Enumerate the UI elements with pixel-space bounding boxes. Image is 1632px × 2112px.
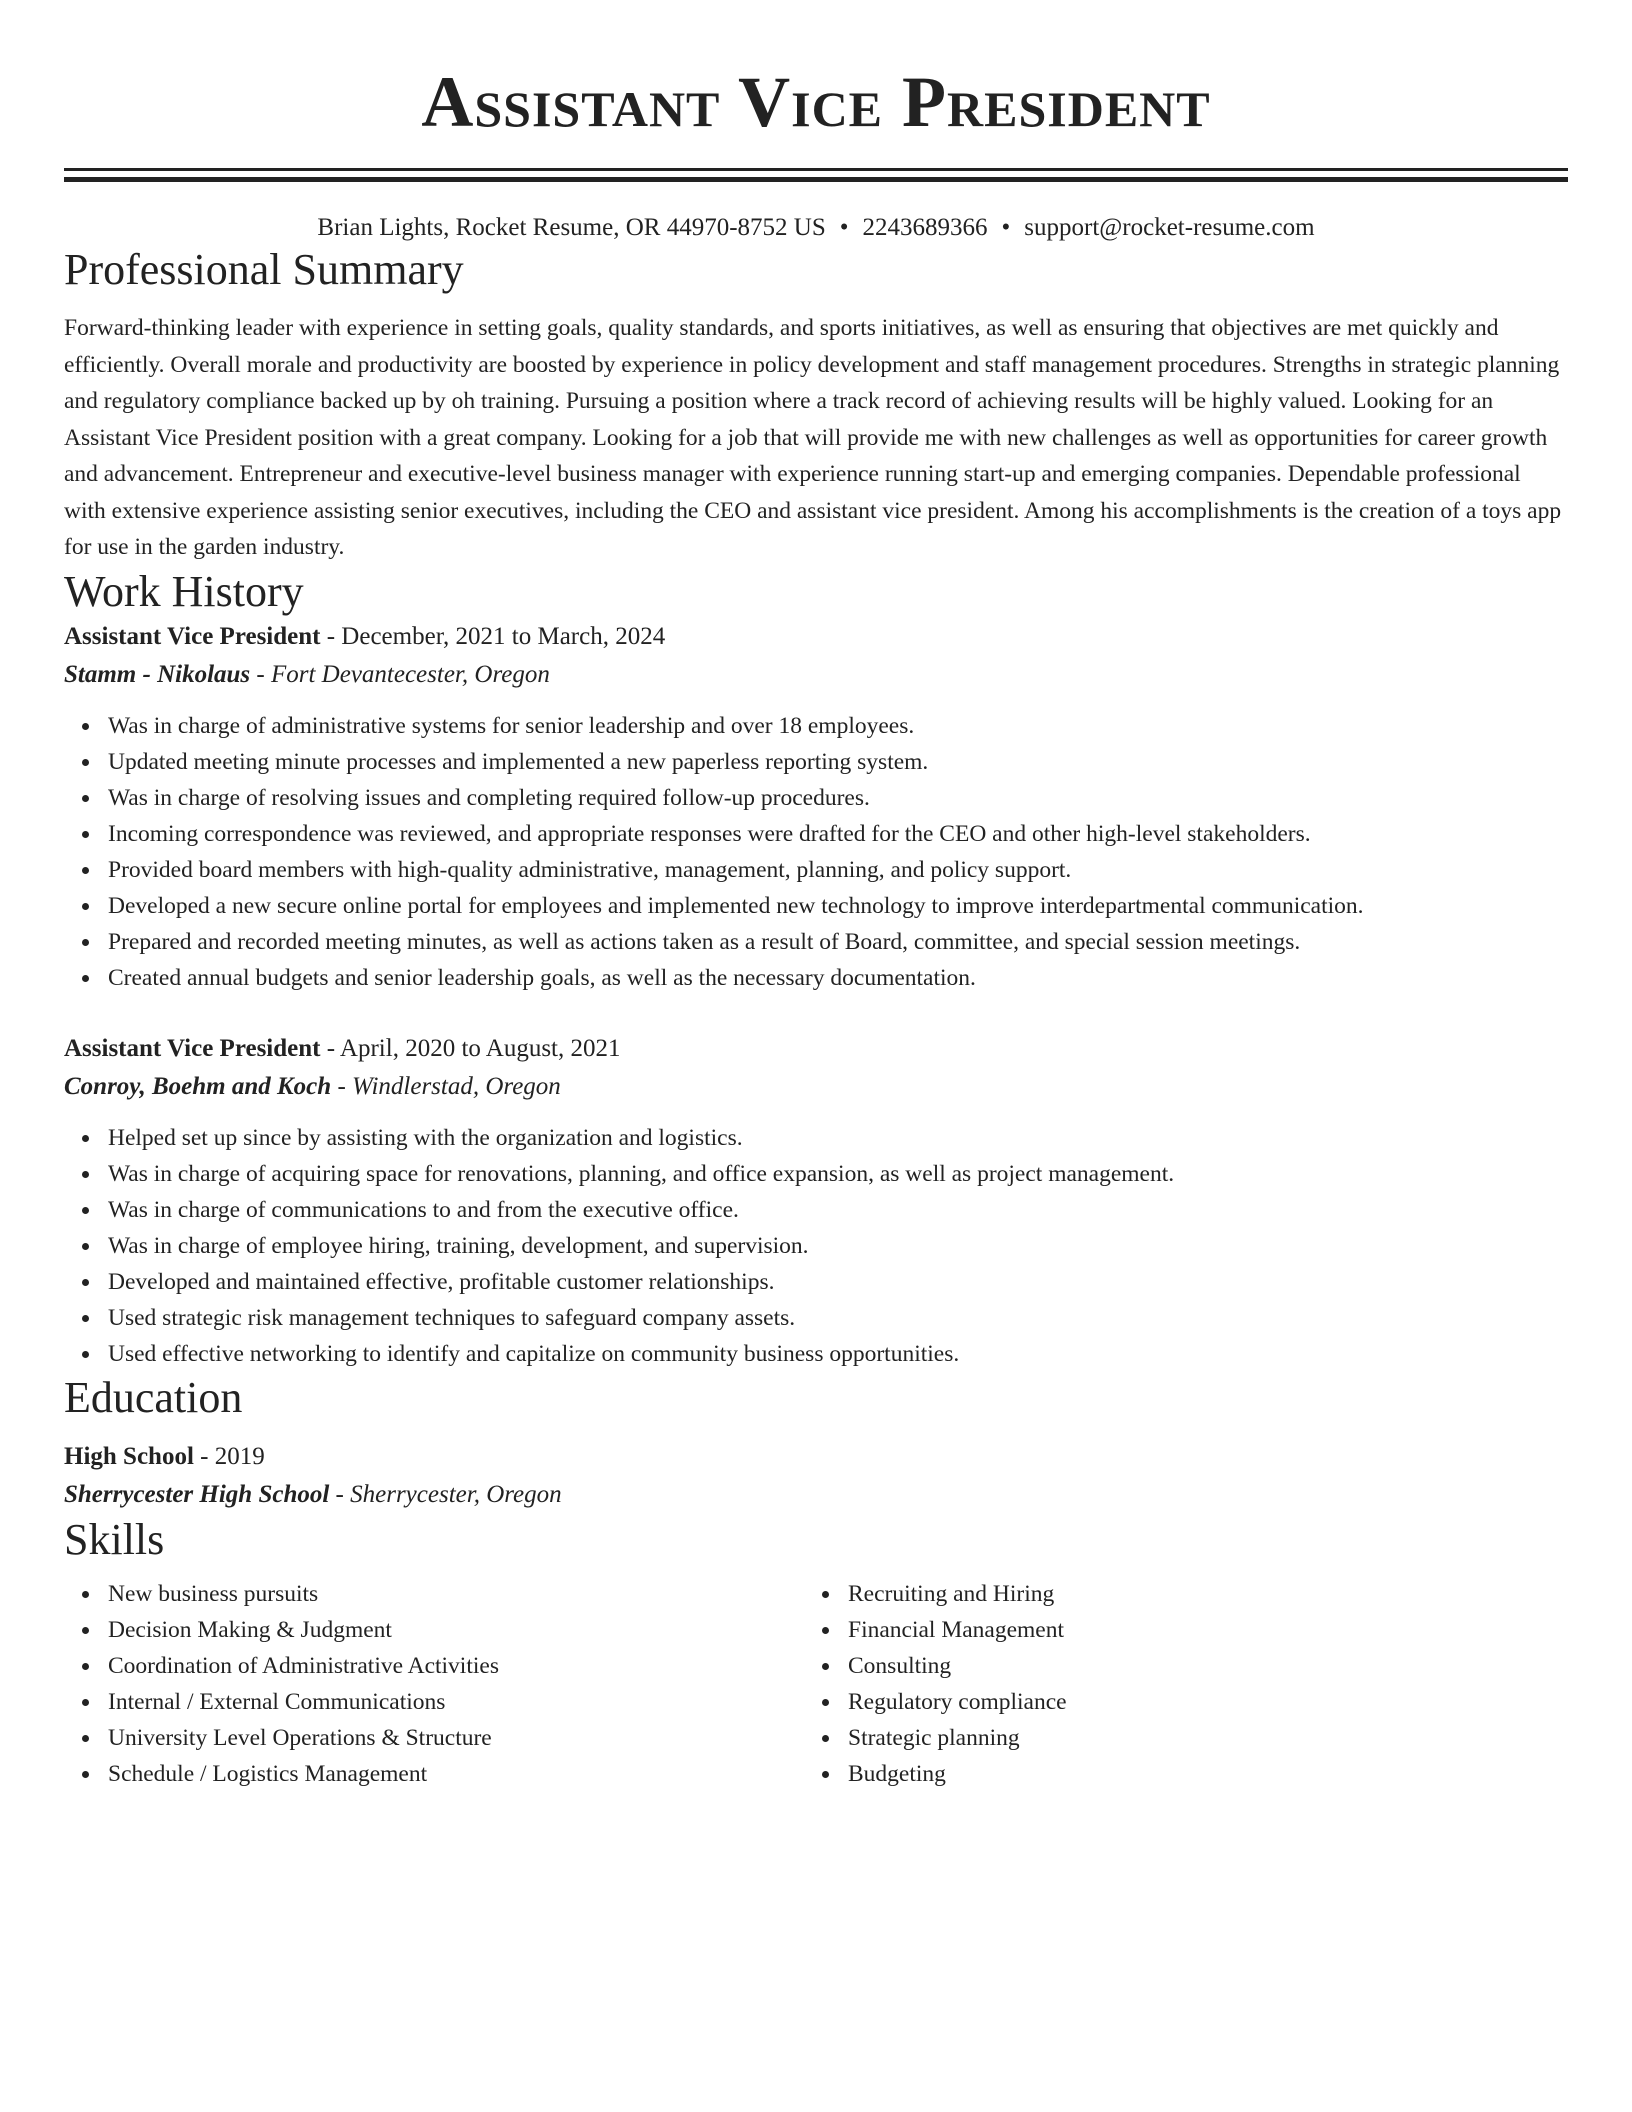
education-heading: Education bbox=[64, 1372, 243, 1422]
school-name: Sherrycester High School bbox=[64, 1480, 330, 1508]
header-divider-bottom bbox=[64, 177, 1568, 182]
employer-location: - Fort Devantecester, Oregon bbox=[250, 660, 550, 688]
skills-column-right bbox=[804, 1576, 1544, 1792]
skill-item: Decision Making & Judgment bbox=[108, 1612, 804, 1648]
employer-name: Conroy, Boehm and Koch bbox=[64, 1072, 332, 1100]
contact-email: support@rocket-resume.com bbox=[1024, 214, 1315, 241]
list-item: Used effective networking to identify and capitalize on community business opportunities. bbox=[108, 1336, 1568, 1372]
degree-line bbox=[64, 1438, 1568, 1476]
list-item: Was in charge of acquiring space for renovations, planning, and office expansion, as well as project management. bbox=[108, 1156, 1568, 1192]
school-location: - Sherrycester, Oregon bbox=[329, 1480, 562, 1508]
contact-phone: 2243689366 bbox=[862, 214, 988, 241]
list-item: Was in charge of employee hiring, training, development, and supervision. bbox=[108, 1228, 1568, 1264]
list-item: Helped set up since by assisting with the organization and logistics. bbox=[108, 1120, 1568, 1156]
header-divider-top bbox=[64, 168, 1568, 171]
job-bullets bbox=[64, 1120, 1568, 1372]
list-item: Was in charge of resolving issues and completing required follow-up procedures. bbox=[108, 780, 1568, 816]
list-item: Was in charge of administrative systems for senior leadership and over 18 employees. bbox=[108, 708, 1568, 744]
skill-item: Consulting bbox=[848, 1648, 1544, 1684]
job-entry-2 bbox=[64, 1030, 1568, 1372]
contact-address: Brian Lights, Rocket Resume, OR 44970-8752 US bbox=[317, 214, 826, 241]
school-line bbox=[64, 1476, 1568, 1514]
list-item: Developed a new secure online portal for employees and implemented new technology to improve interdepartmental communication. bbox=[108, 888, 1568, 924]
job-title-line bbox=[64, 1030, 1568, 1068]
skill-item: Internal / External Communications bbox=[108, 1684, 804, 1720]
job-bullets bbox=[64, 708, 1568, 996]
list-item: Incoming correspondence was reviewed, and appropriate responses were drafted for the CEO and other high-level stakeholders. bbox=[108, 816, 1568, 852]
job-entry-1 bbox=[64, 618, 1568, 996]
skill-item: Regulatory compliance bbox=[848, 1684, 1544, 1720]
employer-location: - Windlerstad, Oregon bbox=[331, 1072, 561, 1100]
job-dates: - December, 2021 to March, 2024 bbox=[320, 622, 666, 650]
contact-line bbox=[64, 212, 1568, 244]
summary-heading: Professional Summary bbox=[64, 245, 464, 294]
list-item: Prepared and recorded meeting minutes, as well as actions taken as a result of Board, committee, and special session meetings. bbox=[108, 924, 1568, 960]
skill-item: Strategic planning bbox=[848, 1720, 1544, 1756]
degree: High School bbox=[64, 1442, 194, 1470]
employer-name: Stamm - Nikolaus bbox=[64, 660, 251, 688]
job-title: Assistant Vice President bbox=[64, 1034, 321, 1062]
list-item: Updated meeting minute processes and implemented a new paperless reporting system. bbox=[108, 744, 1568, 780]
skill-item: Schedule / Logistics Management bbox=[108, 1756, 804, 1792]
skills-heading: Skills bbox=[64, 1514, 165, 1564]
skill-item: New business pursuits bbox=[108, 1576, 804, 1612]
summary-text: Forward-thinking leader with experience in setting goals, quality standards, and sports initiatives, as well as ensuring that objectives are met quickly and efficiently. Overall morale and productivity are boosted by experience in policy development and staff management procedures. Strengths in strategic planning and regulatory compliance backed up by oh training. Pursuing a position where a track record of achieving results will be highly valued. Looking for an Assistant Vice President position with a great company. Looking for a job that will provide me with new challenges as well as opportunities for career growth and advancement. Entrepreneur and executive-level business manager with experience running start-up and emerging companies. Dependable professional with extensive experience assisting senior executives, including the CEO and assistant vice president. Among his accomplishments is the creation of a toys app for use in the garden industry. bbox=[64, 315, 1562, 560]
education-entry bbox=[64, 1438, 1568, 1514]
resume-title: Assistant Vice President bbox=[421, 62, 1211, 142]
work-history-heading: Work History bbox=[64, 566, 304, 616]
job-dates: - April, 2020 to August, 2021 bbox=[320, 1034, 621, 1062]
list-item: Used strategic risk management techniques to safeguard company assets. bbox=[108, 1300, 1568, 1336]
employer-line bbox=[64, 1068, 1568, 1106]
contact-separator: • bbox=[839, 214, 849, 241]
job-title-line bbox=[64, 618, 1568, 656]
skill-item: University Level Operations & Structure bbox=[108, 1720, 804, 1756]
contact-separator: • bbox=[1001, 214, 1011, 241]
skill-item: Financial Management bbox=[848, 1612, 1544, 1648]
list-item: Created annual budgets and senior leadership goals, as well as the necessary documentation. bbox=[108, 960, 1568, 996]
employer-line bbox=[64, 656, 1568, 694]
skills-list-left bbox=[64, 1576, 804, 1792]
skills-list-right bbox=[804, 1576, 1544, 1792]
list-item: Developed and maintained effective, profitable customer relationships. bbox=[108, 1264, 1568, 1300]
skill-item: Coordination of Administrative Activities bbox=[108, 1648, 804, 1684]
skill-item: Budgeting bbox=[848, 1756, 1544, 1792]
skills-columns bbox=[64, 1576, 1568, 1792]
list-item: Was in charge of communications to and from the executive office. bbox=[108, 1192, 1568, 1228]
list-item: Provided board members with high-quality administrative, management, planning, and policy support. bbox=[108, 852, 1568, 888]
skill-item: Recruiting and Hiring bbox=[848, 1576, 1544, 1612]
skills-column-left bbox=[64, 1576, 804, 1792]
graduation-year: - 2019 bbox=[193, 1442, 265, 1470]
job-title: Assistant Vice President bbox=[64, 622, 321, 650]
